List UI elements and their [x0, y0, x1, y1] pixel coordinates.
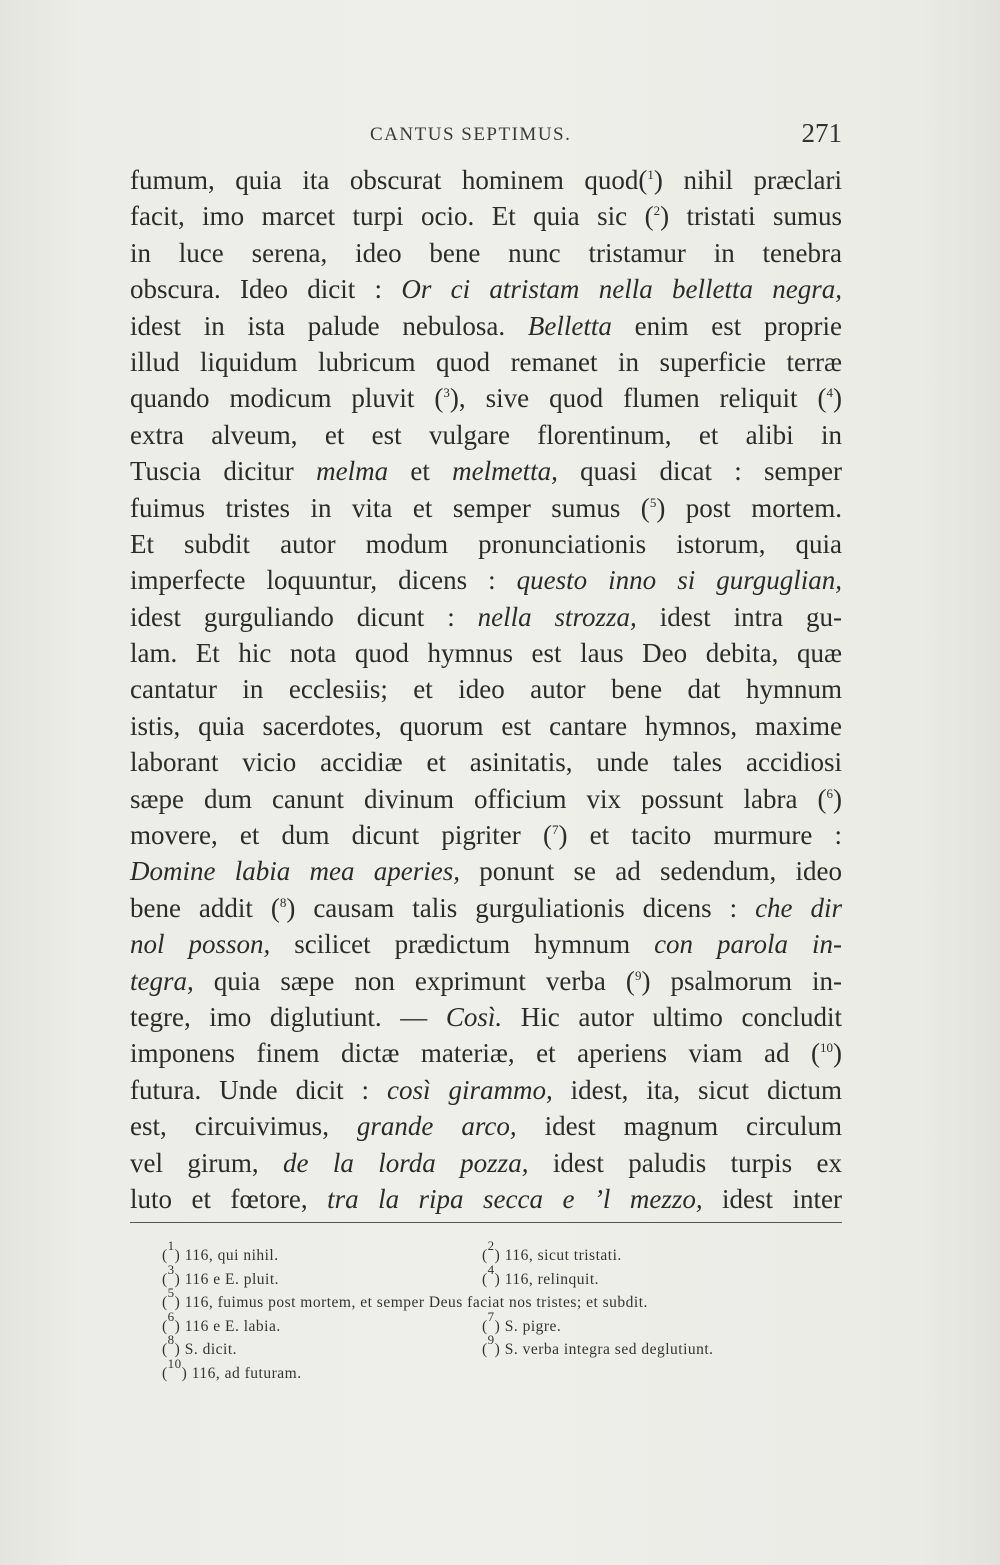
text-line: istis, quia sacerdotes, quorum est cantare hymnos, maxime [130, 710, 842, 741]
footnote-divider [130, 1222, 842, 1223]
text-line: nol posson, scilicet prædictum hymnum con parola in- [130, 929, 842, 960]
text-line: tegre, imo diglutiunt. — Così. Hic autor ultimo concludit [130, 1001, 842, 1032]
italic-quote: Così. [445, 1001, 503, 1032]
italic-quote: grande arco, [356, 1111, 517, 1142]
footnote-row [162, 1355, 842, 1386]
footnote-row [162, 1308, 842, 1339]
footnote-marker: 9 [634, 967, 642, 983]
italic-quote: de la lorda pozza, [283, 1147, 529, 1178]
italic-quote: che dir [755, 892, 842, 923]
footnote-marker: 5 [649, 494, 657, 510]
footnote-marker: 7 [551, 822, 559, 838]
text-line: obscura. Ideo dicit : Or ci atristam nella belletta negra, [130, 274, 842, 305]
text-line: est, circuivimus, grande arco, idest magnum circulum [130, 1111, 843, 1142]
text-line: Tuscia dicitur melma et melmetta, quasi dicat : semper [130, 456, 842, 487]
page-number: 271 [801, 118, 842, 148]
text-line: sæpe dum canunt divinum officium vix possunt labra ($^6$) [130, 783, 842, 814]
footnote-marker: 3 [443, 385, 450, 401]
footnote-3: ($^3$) 116 e E. pluit. [162, 1261, 280, 1288]
italic-quote: nella strozza, [477, 601, 637, 632]
italic-quote: così girammo, [387, 1074, 553, 1105]
italic-quote: melma [316, 456, 389, 487]
footnote-7: ($^7$) S. pigre. [482, 1308, 562, 1335]
text-line: extra alveum, et est vulgare florentinum, et alibi in [130, 419, 842, 450]
footnote-8: ($^8$) S. dicit. [162, 1332, 238, 1359]
footnote-row [162, 1285, 842, 1315]
text-line: quando modicum pluvit ($^3$), sive quod flumen reliquit ($^4$) [130, 383, 843, 414]
text-line: movere, et dum dicunt pigriter ($^7$) et tacito murmure : [130, 820, 842, 851]
running-title: CANTUS SEPTIMUS. [370, 124, 572, 145]
footnote-marker: 6 [826, 785, 833, 801]
footnote-marker: 1 [647, 167, 654, 182]
text-line: in luce serena, ideo bene nunc tristamur in tenebra [130, 237, 842, 268]
italic-quote: Domine labia mea aperies, [130, 856, 460, 887]
text-line: tegra, quia sæpe non exprimunt verba ($^9$) psalmorum in- [130, 965, 842, 996]
footnote-row [162, 1238, 842, 1268]
text-line: bene addit ($^8$) causam talis gurguliationis dicens : che dir [130, 892, 842, 923]
footnote-2: ($^2$) 116, sicut tristati. [482, 1238, 622, 1264]
footnote-row [162, 1261, 842, 1292]
italic-quote: tra la ripa secca e ’l mezzo, [327, 1183, 703, 1214]
footnote-6: ($^6$) 116 e E. labia. [162, 1308, 281, 1335]
italic-quote: tegra, [130, 965, 194, 996]
text-line: imponens finem dictæ materiæ, et aperiens viam ad ($^{10}$) [130, 1038, 842, 1069]
footnote-marker: 4 [826, 385, 834, 401]
text-line: Et subdit autor modum pronunciationis istorum, quia [130, 528, 842, 559]
footnote-4: ($^4$) 116, relinquit. [482, 1261, 600, 1288]
text-line: lam. Et hic nota quod hymnus est laus Deo debita, quæ [130, 638, 842, 669]
italic-quote: questo inno si gurguglian, [516, 565, 842, 596]
footnote-5: ($^5$) 116, fuimus post mortem, et semper Deus faciat nos tristes; et subdit. [162, 1285, 648, 1312]
text-line: laborant vicio accidiæ et asinitatis, unde tales accidiosi [130, 747, 842, 778]
italic-quote: Belletta [527, 310, 612, 341]
text-line: illud liquidum lubricum quod remanet in superficie terræ [130, 346, 842, 377]
text-line: idest gurguliando dicunt : nella strozza, idest intra gu- [130, 601, 843, 632]
footnote-marker: 10 [820, 1040, 833, 1056]
italic-quote: melmetta, [452, 456, 558, 487]
italic-quote: Or ci atristam nella belletta negra, [401, 274, 842, 305]
text-line: facit, imo marcet turpi ocio. Et quia sic ($^2$) tristati sumus [130, 201, 843, 232]
footnote-row [162, 1332, 842, 1362]
text-line: fuimus tristes in vita et semper sumus ($^5$) post mortem. [130, 492, 843, 523]
text-line: idest in ista palude nebulosa. Belletta enim est proprie [130, 310, 842, 341]
footnote-1: ($^1$) 116, qui nihil. [162, 1238, 279, 1264]
italic-quote: con parola in- [654, 929, 842, 960]
footnote-marker: 8 [279, 894, 287, 910]
text-line: imperfecte loquuntur, dicens : questo inno si gurguglian, [130, 565, 842, 596]
text-line: vel girum, de la lorda pozza, idest paludis turpis ex [130, 1147, 842, 1178]
text-line: cantatur in ecclesiis; et ideo autor bene dat hymnum [130, 674, 842, 705]
footnote-marker: 2 [653, 203, 661, 219]
text-line: futura. Unde dicit : così girammo, idest, ita, sicut dictum [130, 1074, 842, 1105]
page-header [130, 118, 842, 158]
footnote-9: ($^9$) S. verba integra sed deglutiunt. [482, 1332, 714, 1359]
text-line: luto et fœtore, tra la ripa secca e ’l mezzo, idest inter [130, 1183, 842, 1214]
italic-quote: nol posson, [130, 929, 271, 960]
footnote-10: ($^{10}$) 116, ad futuram. [162, 1355, 302, 1382]
main-text-block [130, 162, 842, 1217]
text-line: Domine labia mea aperies, ponunt se ad sedendum, ideo [130, 856, 842, 887]
footnotes-block [162, 1238, 842, 1386]
text-line: fumum, quia ita obscurat hominem quod($^1$) nihil præclari [130, 165, 842, 195]
